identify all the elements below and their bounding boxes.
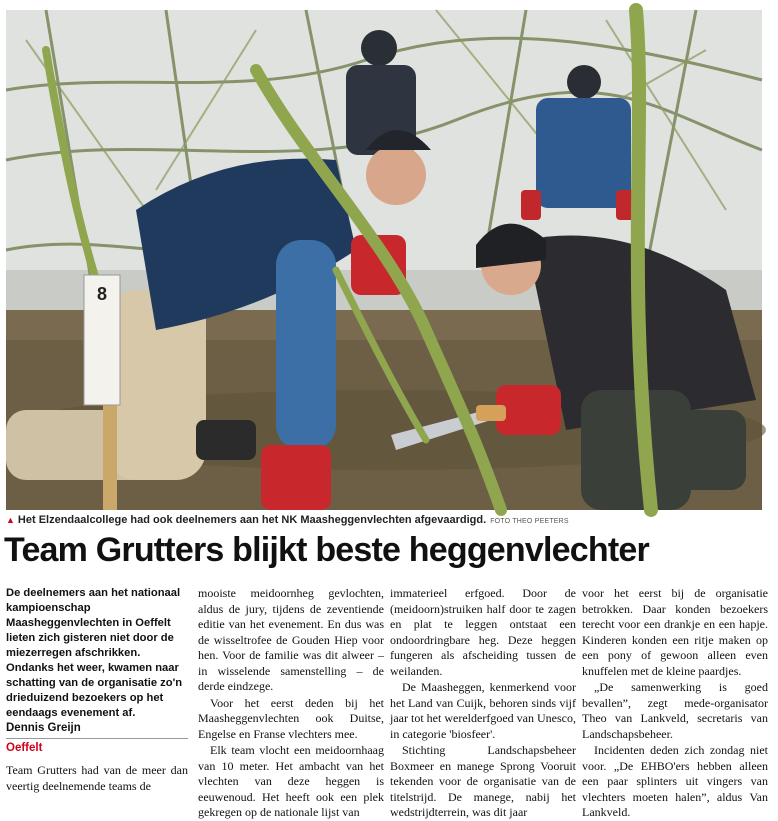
body-paragraph: Stichting Landschapsbeheer Boxmeer en manege Sprong Vooruit tekenden voor de organisatie van de titelstrijd. De manege, nabij het wedstrijdterrein, was dit jaar (390, 743, 576, 819)
body-column-3 (390, 586, 576, 819)
body-paragraph: voor het eerst bij de organisatie betrokken. Daar konden bezoekers terecht voor een drankje en een hapje. Kinderen konden een ritje maken op een pony of gewoon alleen even knuffelen met de kleine paardjes. (582, 586, 768, 678)
body-paragraph: „De samenwerking is goed bevallen”, zegt mede-organisator Theo van Lankveld, secretaris van Landschapsbeheer. (582, 680, 768, 741)
hedge-weaving-scene (6, 10, 762, 510)
body-paragraph: Incidenten deden zich zondag niet voor. „De EHBO'ers hebben alleen een paar splinters uit vingers van vlechters moeten halen”, aldus Van Lankveld. (582, 743, 768, 819)
photo-credit: FOTO THEO PEETERS (490, 518, 569, 525)
news-photo (6, 10, 762, 510)
body-paragraph: immaterieel erfgoed. Door de (meidoorn)struiken half door te zagen en plat te leggen ontstaat een ondoordringbare heg. Deze heggen fungeren als afscheiding tussen de weilanden. (390, 586, 576, 678)
article-lead: De deelnemers aan het nationaal kampioenschap Maasheggenvlechten in Oeffelt lieten zich gisteren niet door de miezerregen afschrikken. Ondanks het weer, kwamen naar schatting van de organisatie zo'n drieduizend bezoekers op het eendaags evenement af. (6, 587, 183, 719)
photo-caption (6, 514, 766, 532)
body-column-4 (582, 586, 768, 819)
byline-place: Oeffelt (6, 742, 43, 754)
body-paragraph: Voor het eerst deden bij het Maasheggenvlechten ook Duitse, Engelse en Franse vlechters mee. (198, 695, 384, 741)
byline-author: Dennis Greijn (6, 722, 188, 739)
body-paragraph: Elk team vlocht een meidoornhaag van 10 meter. Het ambacht van het vlechten van deze heggen is eeuwenoud. Het heeft ook een plek gekregen op de nationale lijst van (198, 743, 384, 819)
body-column-2 (198, 586, 384, 819)
body-paragraph: mooiste meidoornheg gevlochten, aldus de jury, tijdens de zeventiende editie van het evenement. En dus was de wisseltrofee de Gouden Hiep voor hen. Voor de familie was dit alweer – in wisselende samenstelling – de derde eindzege. (198, 586, 384, 693)
caption-text: Het Elzendaalcollege had ook deelnemers aan het NK Maasheggenvlechten afgevaardigd. (17, 514, 487, 526)
body-paragraph: De Maasheggen, kenmerkend voor het Land van Cuijk, behoren sinds vijf jaar tot het werelderfgoed van Unesco, in categorie 'biosfeer'. (390, 680, 576, 741)
byline (6, 722, 188, 754)
sign-number: 8 (96, 284, 108, 304)
article-headline: Team Grutters blijkt beste heggenvlechter (4, 531, 649, 569)
caption-triangle-icon: ▲ (6, 515, 15, 525)
body-paragraph-first: Team Grutters had van de meer dan veertig deelnemende teams de (6, 763, 188, 793)
